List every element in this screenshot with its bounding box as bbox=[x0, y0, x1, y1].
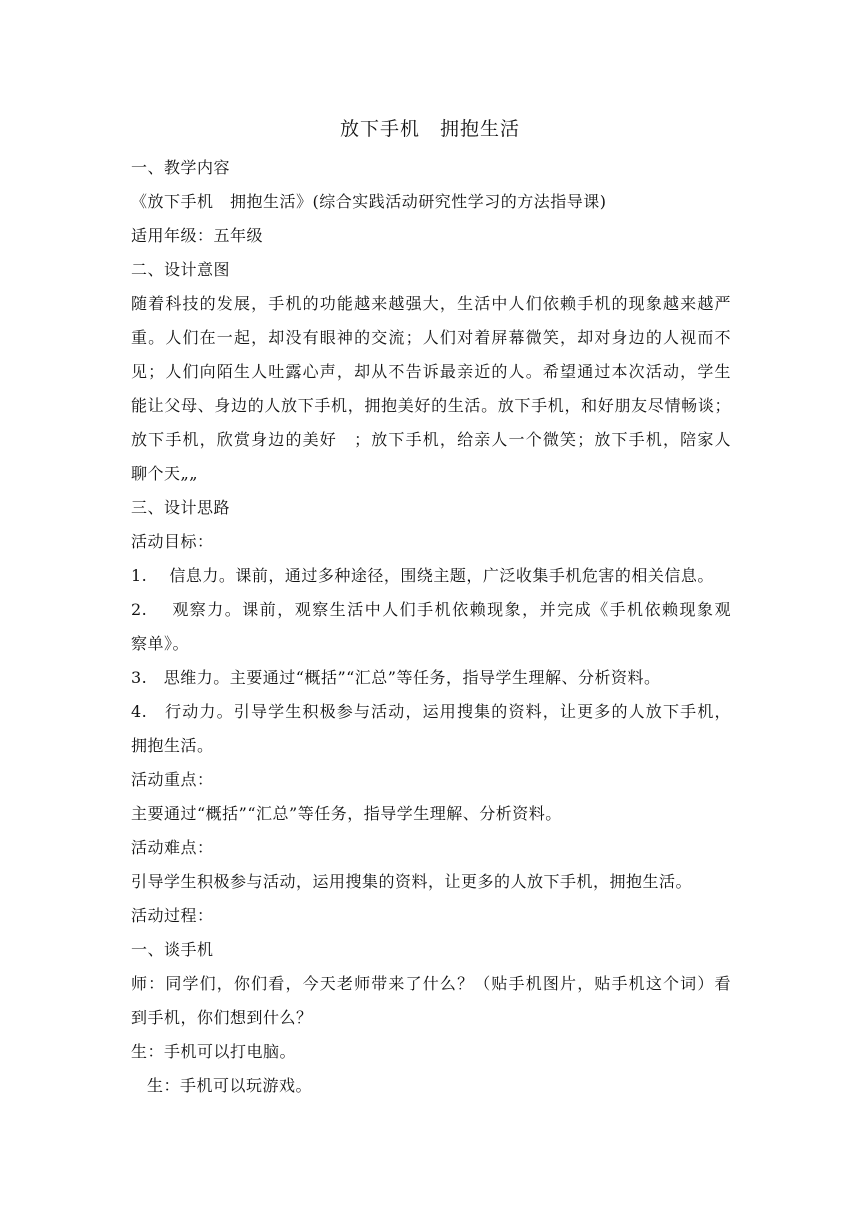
document-title: 放下手机 拥抱生活 bbox=[339, 118, 520, 140]
student-dialogue-line: 生：手机可以打电脑。 bbox=[131, 1042, 297, 1061]
subheading-difficulties: 活动难点： bbox=[131, 838, 214, 857]
subheading-process: 活动过程： bbox=[131, 906, 214, 925]
goal-item-2: 2. 观察力。课前，观察生活中人们手机依赖现象，并完成《手机依赖现象观 bbox=[131, 600, 731, 619]
paragraph-line: 重。人们在一起，却没有眼神的交流；人们对着屏幕微笑，却对身边的人视而不 bbox=[131, 328, 731, 347]
paragraph-line: 随着科技的发展，手机的功能越来越强大，生活中人们依赖手机的现象越来越严 bbox=[131, 294, 731, 313]
subheading-key-points: 活动重点： bbox=[131, 770, 214, 789]
paragraph-line: 放下手机，欣赏身边的美好 ；放下手机，给亲人一个微笑；放下手机，陪家人 bbox=[131, 430, 731, 449]
difficulties-text: 引导学生积极参与活动，运用搜集的资料，让更多的人放下手机，拥抱生活。 bbox=[131, 872, 693, 891]
process-step-1-heading: 一、谈手机 bbox=[131, 940, 214, 959]
subheading-goals: 活动目标： bbox=[131, 532, 214, 551]
teacher-dialogue-line: 师：同学们，你们看，今天老师带来了什么？（贴手机图片，贴手机这个词）看 bbox=[131, 974, 731, 993]
course-title-line: 《放下手机 拥抱生活》(综合实践活动研究性学习的方法指导课) bbox=[131, 192, 607, 211]
grade-line: 适用年级：五年级 bbox=[131, 226, 264, 245]
paragraph-line: 见；人们向陌生人吐露心声，却从不告诉最亲近的人。希望通过本次活动，学生 bbox=[131, 362, 731, 381]
paragraph-line: 能让父母、身边的人放下手机，拥抱美好的生活。放下手机，和好朋友尽情畅谈； bbox=[131, 396, 731, 415]
goal-item-4: 4. 行动力。引导学生积极参与活动，运用搜集的资料，让更多的人放下手机， bbox=[131, 702, 731, 721]
paragraph-line: 聊个天„„ bbox=[131, 464, 199, 483]
section-heading-teaching-content: 一、教学内容 bbox=[131, 158, 231, 177]
section-heading-design-intent: 二、设计意图 bbox=[131, 260, 231, 279]
goal-item-4-cont: 拥抱生活。 bbox=[131, 736, 214, 755]
goal-item-1: 1. 信息力。课前，通过多种途径，围绕主题，广泛收集手机危害的相关信息。 bbox=[131, 566, 714, 585]
goal-item-3: 3. 思维力。主要通过“概括”“汇总”等任务，指导学生理解、分析资料。 bbox=[131, 668, 661, 687]
key-points-text: 主要通过“概括”“汇总”等任务，指导学生理解、分析资料。 bbox=[131, 804, 562, 823]
teacher-dialogue-line-cont: 到手机，你们想到什么？ bbox=[131, 1008, 313, 1027]
section-heading-design-approach: 三、设计思路 bbox=[131, 498, 231, 517]
student-dialogue-line: 生：手机可以玩游戏。 bbox=[147, 1076, 313, 1095]
document-body bbox=[131, 151, 731, 1103]
goal-item-2-cont: 察单》。 bbox=[131, 634, 190, 653]
